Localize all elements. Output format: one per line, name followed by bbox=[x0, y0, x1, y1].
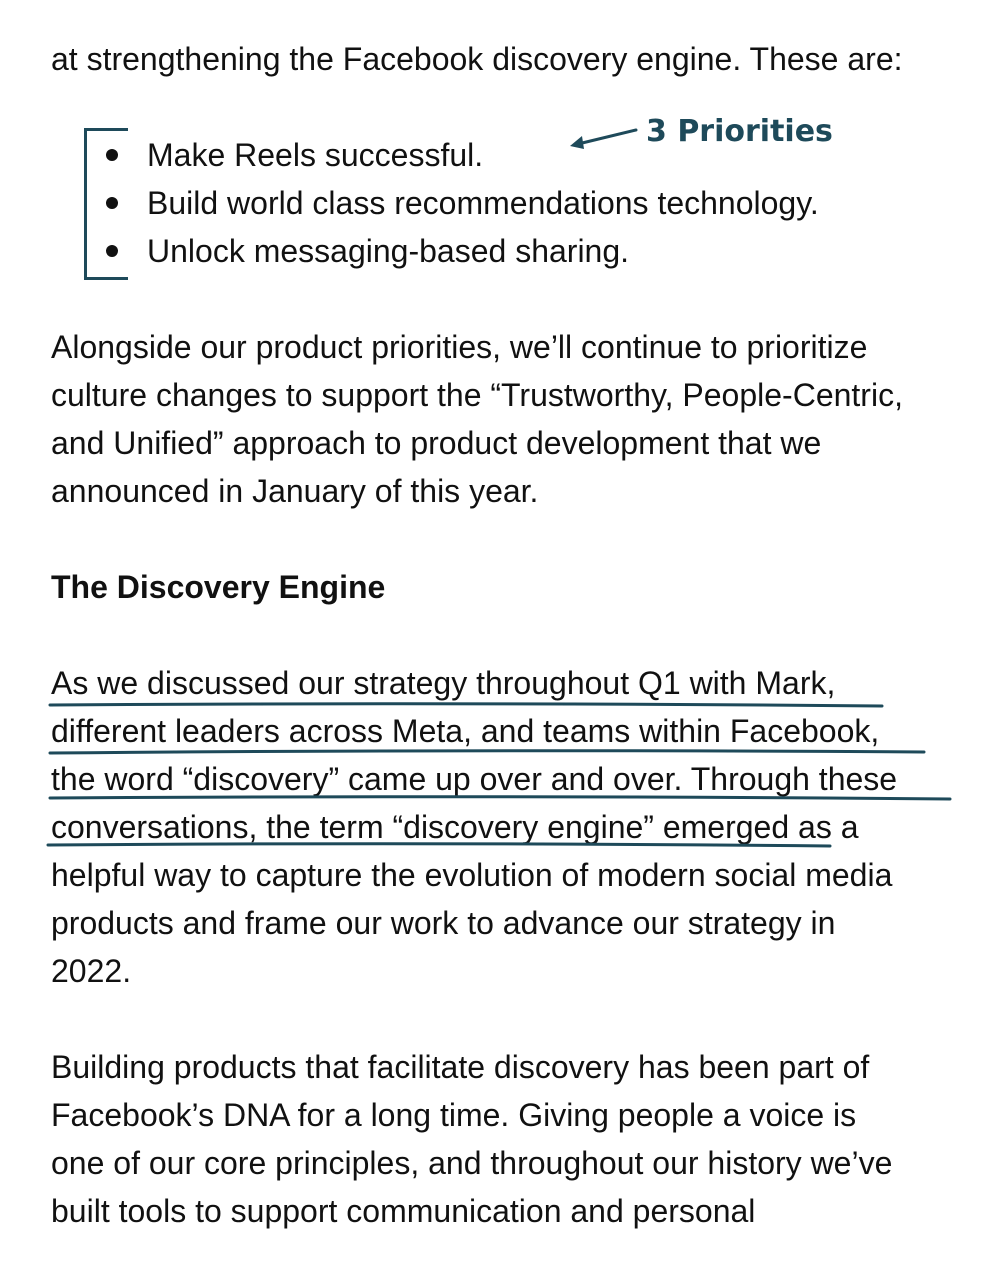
text-line: culture changes to support the “Trustworthy, People-Centric, bbox=[51, 377, 903, 413]
text-line: built tools to support communication and personal bbox=[51, 1193, 756, 1229]
text-line: Building products that facilitate discovery has been part of bbox=[51, 1049, 870, 1085]
text-line: Facebook’s DNA for a long time. Giving people a voice is bbox=[51, 1097, 857, 1133]
text-line: conversations, the term “discovery engine” emerged as a bbox=[51, 809, 859, 845]
section-heading: The Discovery Engine bbox=[51, 569, 386, 605]
list-item-text: Build world class recommendations technology. bbox=[147, 185, 819, 221]
text-line: helpful way to capture the evolution of modern social media bbox=[51, 857, 893, 893]
underline-mark bbox=[48, 844, 830, 846]
text-line: products and frame our work to advance our strategy in bbox=[51, 905, 836, 941]
intro-line: at strengthening the Facebook discovery engine. These are: bbox=[51, 41, 903, 77]
text-line: the word “discovery” came up over and over. Through these bbox=[51, 761, 898, 797]
underline-mark bbox=[50, 704, 882, 706]
underline-mark bbox=[50, 751, 924, 753]
list-item-text: Unlock messaging-based sharing. bbox=[147, 233, 630, 269]
annotation-label: 3 Priorities bbox=[646, 114, 833, 149]
text-line: announced in January of this year. bbox=[51, 473, 539, 509]
text-line: one of our core principles, and throughout our history we’ve bbox=[51, 1145, 893, 1181]
underline-mark bbox=[50, 797, 950, 799]
text-line: Alongside our product priorities, we’ll continue to prioritize bbox=[51, 329, 868, 365]
text-line: and Unified” approach to product development that we bbox=[51, 425, 822, 461]
list-item-text: Make Reels successful. bbox=[147, 137, 484, 173]
text-line: different leaders across Meta, and teams within Facebook, bbox=[51, 713, 880, 749]
text-line: As we discussed our strategy throughout Q1 with Mark, bbox=[51, 665, 836, 701]
text-line: 2022. bbox=[51, 953, 132, 989]
